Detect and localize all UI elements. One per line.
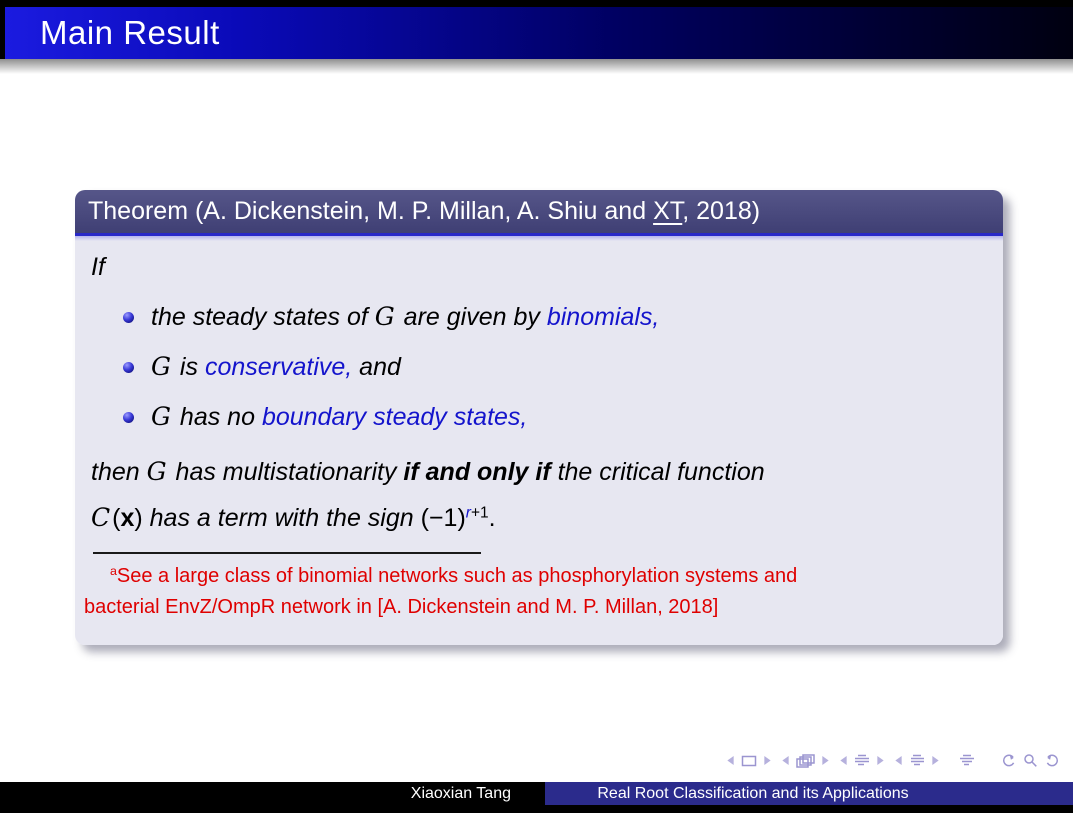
footnote bbox=[84, 552, 994, 623]
next-subsection-icon[interactable] bbox=[931, 755, 940, 766]
list-item-text bbox=[151, 402, 527, 432]
back-icon[interactable] bbox=[1000, 753, 1017, 768]
text-run: a bbox=[110, 564, 117, 579]
text-run: G bbox=[151, 402, 171, 431]
footline bbox=[0, 782, 1073, 813]
text-run: ( bbox=[112, 504, 121, 532]
search-icon[interactable] bbox=[1023, 753, 1038, 768]
text-run: XT bbox=[653, 197, 683, 225]
text-run: bacterial EnvZ/OmpR network in [A. Dickenstein and M. P. Millan, 2018] bbox=[84, 596, 719, 618]
text-run: (−1) bbox=[420, 504, 466, 532]
prev-slide-icon[interactable] bbox=[726, 755, 735, 766]
footer-title-box bbox=[545, 782, 1073, 805]
footnote-rule bbox=[93, 552, 481, 554]
text-run: conservative, bbox=[204, 353, 353, 381]
text-run: See a large class of binomial networks such as phosphorylation systems and bbox=[116, 565, 798, 587]
text-run: if and only if bbox=[403, 458, 551, 486]
next-frame-icon[interactable] bbox=[821, 755, 830, 766]
next-slide-icon[interactable] bbox=[763, 755, 772, 766]
text-run: G bbox=[374, 302, 395, 331]
bullet-icon bbox=[123, 362, 134, 373]
text-run: has a term with the sign bbox=[142, 504, 421, 532]
title-bar-shadow bbox=[0, 59, 1073, 74]
list-item bbox=[123, 402, 987, 432]
hypothesis-list bbox=[91, 302, 987, 432]
conclusion-line bbox=[91, 498, 987, 538]
text-run: +1 bbox=[470, 504, 489, 522]
hypothesis-intro: If bbox=[91, 253, 105, 281]
frames-icon[interactable] bbox=[796, 754, 815, 768]
conclusion-line bbox=[91, 452, 987, 492]
text-run: C bbox=[91, 503, 111, 532]
theorem-body bbox=[75, 241, 1003, 645]
theorem-header-text bbox=[88, 197, 760, 226]
prev-subsection-icon[interactable] bbox=[894, 755, 903, 766]
text-run: x bbox=[120, 504, 135, 532]
footer-author-box bbox=[0, 782, 545, 805]
slide-nav-group bbox=[726, 755, 772, 767]
text-run: Theorem (A. Dickenstein, M. P. Millan, A. Shiu and bbox=[88, 197, 654, 225]
text-run: G bbox=[151, 352, 171, 381]
bullet-icon bbox=[123, 312, 134, 323]
text-run: the steady states of bbox=[151, 303, 375, 331]
list-item bbox=[123, 302, 987, 332]
forward-icon[interactable] bbox=[1044, 753, 1061, 768]
footnote-line bbox=[84, 561, 994, 592]
text-run: has no bbox=[172, 403, 262, 431]
section-icon[interactable] bbox=[854, 754, 870, 767]
subsection-icon[interactable] bbox=[909, 754, 925, 767]
text-run: , 2018) bbox=[682, 197, 761, 225]
next-section-icon[interactable] bbox=[876, 755, 885, 766]
list-item-text bbox=[151, 302, 659, 332]
text-run: G bbox=[146, 457, 167, 486]
footer-author: Xiaoxian Tang bbox=[410, 784, 511, 802]
text-run: ) bbox=[134, 504, 143, 532]
history-nav-group bbox=[1000, 753, 1061, 768]
beamer-nav-bar bbox=[726, 753, 1061, 768]
text-run: has multistationarity bbox=[168, 458, 404, 486]
footer-title: Real Root Classification and its Applications bbox=[597, 784, 909, 802]
prev-section-icon[interactable] bbox=[839, 755, 848, 766]
theorem-header bbox=[75, 190, 1003, 233]
slide-icon[interactable] bbox=[741, 755, 757, 767]
prev-frame-icon[interactable] bbox=[781, 755, 790, 766]
text-run: then bbox=[91, 458, 147, 486]
subsection-nav-group bbox=[894, 754, 940, 767]
text-run: boundary steady states, bbox=[261, 403, 528, 431]
text-run: is bbox=[172, 353, 205, 381]
appendix-icon[interactable] bbox=[959, 754, 975, 767]
bullet-icon bbox=[123, 412, 134, 423]
text-run: . bbox=[488, 504, 496, 532]
list-item-text bbox=[151, 352, 401, 382]
section-nav-group bbox=[839, 754, 885, 767]
text-run: the critical function bbox=[550, 458, 765, 486]
frame-nav-group bbox=[781, 754, 830, 768]
theorem-block bbox=[75, 190, 1003, 645]
text-run: binomials, bbox=[546, 303, 660, 331]
text-run: are given by bbox=[396, 303, 547, 331]
slide-title-bar bbox=[0, 0, 1073, 59]
list-item bbox=[123, 352, 987, 382]
text-run: and bbox=[352, 353, 401, 381]
text-run: r bbox=[465, 504, 471, 522]
page-title: Main Result bbox=[40, 14, 220, 51]
footnote-line bbox=[84, 592, 994, 623]
